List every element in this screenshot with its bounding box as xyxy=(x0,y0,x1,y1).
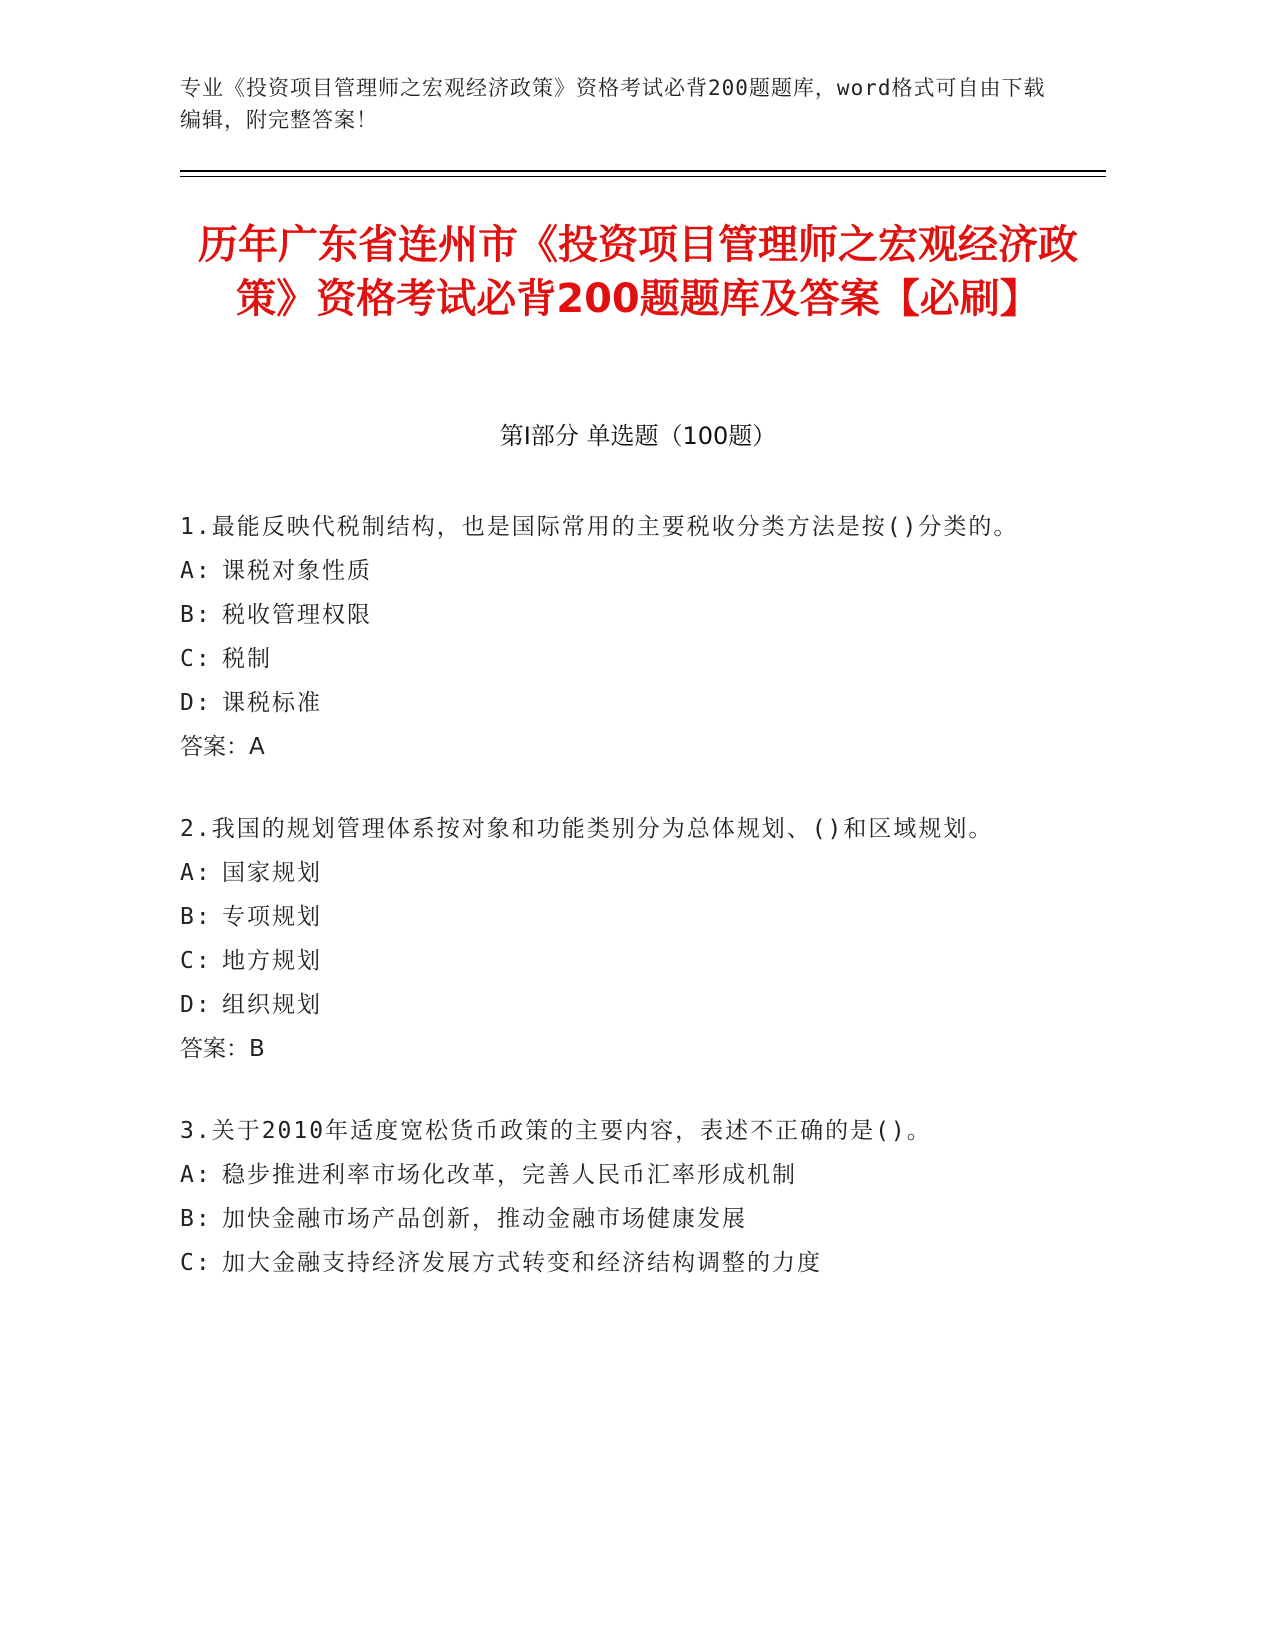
section-heading: 第I部分 单选题（100题） xyxy=(499,422,777,450)
header-divider-thin xyxy=(180,176,1106,177)
option-text: 加大金融支持经济发展方式转变和经济结构调整的力度 xyxy=(222,1250,822,1276)
header-divider-thick xyxy=(180,170,1106,172)
question-stem: 2.我国的规划管理体系按对象和功能类别分为总体规划、()和区域规划。 xyxy=(180,816,994,842)
option-c xyxy=(180,637,1040,681)
option-letter: A: xyxy=(180,1162,212,1188)
option-text: 地方规划 xyxy=(222,948,322,974)
option-letter: C: xyxy=(180,646,212,672)
option-text: 组织规划 xyxy=(222,992,322,1018)
option-text: 国家规划 xyxy=(222,860,322,886)
option-text: 税制 xyxy=(222,646,272,672)
answer-line: 答案：B xyxy=(180,1036,265,1062)
question-item xyxy=(180,807,1040,1071)
option-b xyxy=(180,593,1040,637)
question-list xyxy=(180,505,1040,1323)
document-title: 历年广东省连州市《投资项目管理师之宏观经济政策》资格考试必背200题题库及答案【必刷】 xyxy=(198,222,1078,322)
option-letter: D: xyxy=(180,992,212,1018)
option-letter: B: xyxy=(180,1206,212,1232)
option-d xyxy=(180,983,1040,1027)
option-text: 专项规划 xyxy=(222,904,322,930)
option-a xyxy=(180,549,1040,593)
option-letter: A: xyxy=(180,558,212,584)
header-note: 专业《投资项目管理师之宏观经济政策》资格考试必背200题题库，word格式可自由下载编辑，附完整答案！ xyxy=(180,76,1046,132)
option-text: 税收管理权限 xyxy=(222,602,372,628)
option-text: 课税标准 xyxy=(222,690,322,716)
question-item xyxy=(180,1109,1040,1285)
option-letter: C: xyxy=(180,948,212,974)
question-item xyxy=(180,505,1040,769)
option-b xyxy=(180,1197,1040,1241)
question-stem: 3.关于2010年适度宽松货币政策的主要内容，表述不正确的是()。 xyxy=(180,1118,932,1144)
option-text: 稳步推进利率市场化改革，完善人民币汇率形成机制 xyxy=(222,1162,797,1188)
option-letter: D: xyxy=(180,690,212,716)
option-a xyxy=(180,1153,1040,1197)
option-d xyxy=(180,681,1040,725)
option-letter: B: xyxy=(180,602,212,628)
option-letter: B: xyxy=(180,904,212,930)
option-b xyxy=(180,895,1040,939)
option-text: 课税对象性质 xyxy=(222,558,372,584)
option-letter: A: xyxy=(180,860,212,886)
option-a xyxy=(180,851,1040,895)
question-stem: 1.最能反映代税制结构，也是国际常用的主要税收分类方法是按()分类的。 xyxy=(180,514,1019,540)
option-text: 加快金融市场产品创新，推动金融市场健康发展 xyxy=(222,1206,747,1232)
option-c xyxy=(180,1241,1040,1285)
option-c xyxy=(180,939,1040,983)
answer-line: 答案：A xyxy=(180,734,265,760)
option-letter: C: xyxy=(180,1250,212,1276)
